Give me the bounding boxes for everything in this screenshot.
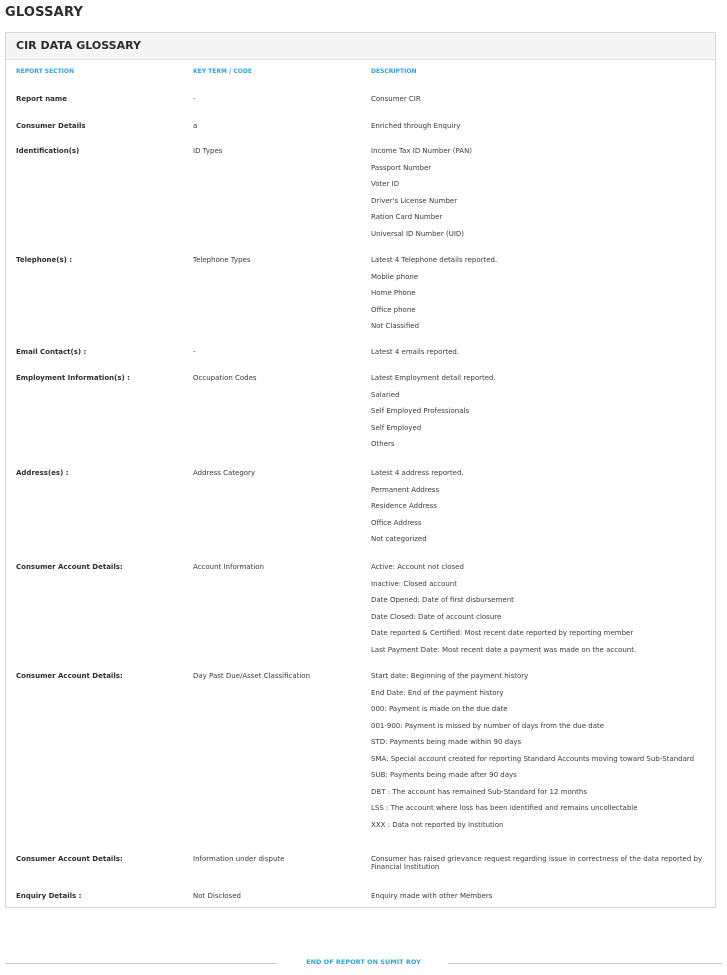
row-description	[371, 563, 711, 662]
column-header-description: DESCRIPTION	[371, 68, 417, 75]
description-line: Self Employed	[371, 423, 422, 432]
description-line: Date Opened: Date of first disbursement	[371, 596, 514, 604]
description-line: Driver's License Number	[371, 196, 458, 205]
row-description	[371, 374, 711, 457]
description-line: Date reported & Certified: Most recent date reported by reporting member	[371, 629, 634, 637]
description-line: Latest Employment detail reported.	[371, 374, 496, 382]
row-description	[371, 855, 711, 880]
description-line: Universal ID Number (UID)	[371, 229, 465, 238]
row-section: Telephone(s) :	[16, 256, 73, 264]
description-line: Income Tax ID Number (PAN)	[371, 147, 473, 155]
description-line: Voter ID	[371, 180, 400, 188]
description-line: Home Phone	[371, 289, 416, 297]
description-line: Not categorized	[371, 535, 427, 543]
description-line: Latest 4 emails reported.	[371, 348, 460, 356]
row-key-term: ID Types	[193, 147, 223, 155]
description-line: Consumer CIR	[371, 95, 421, 103]
row-key-term: Telephone Types	[193, 256, 251, 264]
row-section: Consumer Account Details:	[16, 563, 123, 571]
row-key-term: Not Disclosed	[193, 892, 241, 900]
description-line: Start date: Beginning of the payment history	[371, 672, 529, 680]
row-section: Address(es) :	[16, 469, 69, 477]
row-key-term: -	[193, 348, 196, 356]
description-line: Self Employed Professionals	[371, 407, 470, 415]
page-title: GLOSSARY	[5, 5, 84, 20]
glossary-panel	[5, 32, 716, 908]
row-description	[371, 348, 711, 365]
row-description	[371, 147, 711, 246]
row-key-term: Day Past Due/Asset Classification	[193, 672, 311, 680]
row-section: Consumer Account Details:	[16, 672, 123, 680]
description-line: LSS : The account where loss has been identified and remains uncollectable	[371, 804, 638, 812]
row-section: Identification(s)	[16, 147, 80, 155]
description-line: 001-900: Payment is missed by number of days from the due date	[371, 721, 605, 730]
row-key-term: a	[193, 122, 198, 130]
description-line: SUB: Payments being made after 90 days	[371, 771, 517, 779]
description-line: Office Address	[371, 518, 422, 527]
report-footer	[5, 958, 722, 968]
row-description	[371, 256, 711, 339]
description-line: Office phone	[371, 305, 416, 314]
end-of-report-label: END OF REPORT ON SUMIT ROY	[306, 958, 421, 966]
description-line: Inactive: Closed account	[371, 579, 457, 588]
description-line: Date Closed: Date of account closure	[371, 612, 502, 621]
description-line: Salaried	[371, 390, 400, 399]
row-section: Enquiry Details :	[16, 892, 82, 900]
description-line: Not Classified	[371, 322, 420, 330]
row-description	[371, 95, 711, 112]
description-line: End Date: End of the payment history	[371, 688, 504, 697]
column-header-key: KEY TERM / CODE	[193, 68, 252, 75]
footer-divider-right	[448, 963, 722, 964]
description-line: SMA: Special account created for reporting Standard Accounts moving toward Sub-Standard	[371, 754, 695, 763]
row-description	[371, 892, 711, 909]
row-key-term: Address Category	[193, 469, 256, 477]
description-line: Others	[371, 440, 395, 448]
description-line: Residence Address	[371, 502, 437, 510]
description-line: Active: Account not closed	[371, 563, 464, 571]
column-header-section: REPORT SECTION	[16, 68, 75, 75]
row-section: Employment Information(s) :	[16, 374, 130, 382]
description-line: Mobile phone	[371, 272, 419, 281]
row-key-term: Account Information	[193, 563, 265, 571]
description-line: Enquiry made with other Members	[371, 892, 493, 900]
row-key-term: -	[193, 95, 196, 103]
description-line: Passport Number	[371, 163, 432, 172]
description-line: Latest 4 Telephone details reported.	[371, 256, 498, 264]
description-line: XXX : Data not reported by Institution	[371, 820, 504, 829]
row-description	[371, 122, 711, 139]
row-description	[371, 672, 711, 837]
description-line: Latest 4 address reported.	[371, 469, 464, 477]
description-line: 000: Payment is made on the due date	[371, 705, 508, 713]
row-section: Report name	[16, 95, 67, 103]
row-section: Consumer Account Details:	[16, 855, 123, 863]
row-section: Email Contact(s) :	[16, 348, 87, 356]
description-line: Last Payment Date: Most recent date a payment was made on the account.	[371, 645, 637, 654]
row-description	[371, 469, 711, 552]
description-line: Enriched through Enquiry	[371, 122, 461, 130]
row-key-term: Occupation Codes	[193, 374, 257, 382]
description-line: DBT : The account has remained Sub-Standard for 12 months	[371, 787, 587, 796]
row-key-term: Information under dispute	[193, 855, 285, 863]
description-line: STD: Payments being made within 90 days	[371, 738, 522, 746]
row-section: Consumer Details	[16, 122, 86, 130]
panel-title: CIR DATA GLOSSARY	[6, 33, 715, 60]
description-line: Consumer has raised grievance request regarding issue in correctness of the data reported by Financial Institution	[371, 855, 703, 872]
description-line: Ration Card Number	[371, 213, 443, 221]
description-line: Permanent Address	[371, 485, 440, 494]
